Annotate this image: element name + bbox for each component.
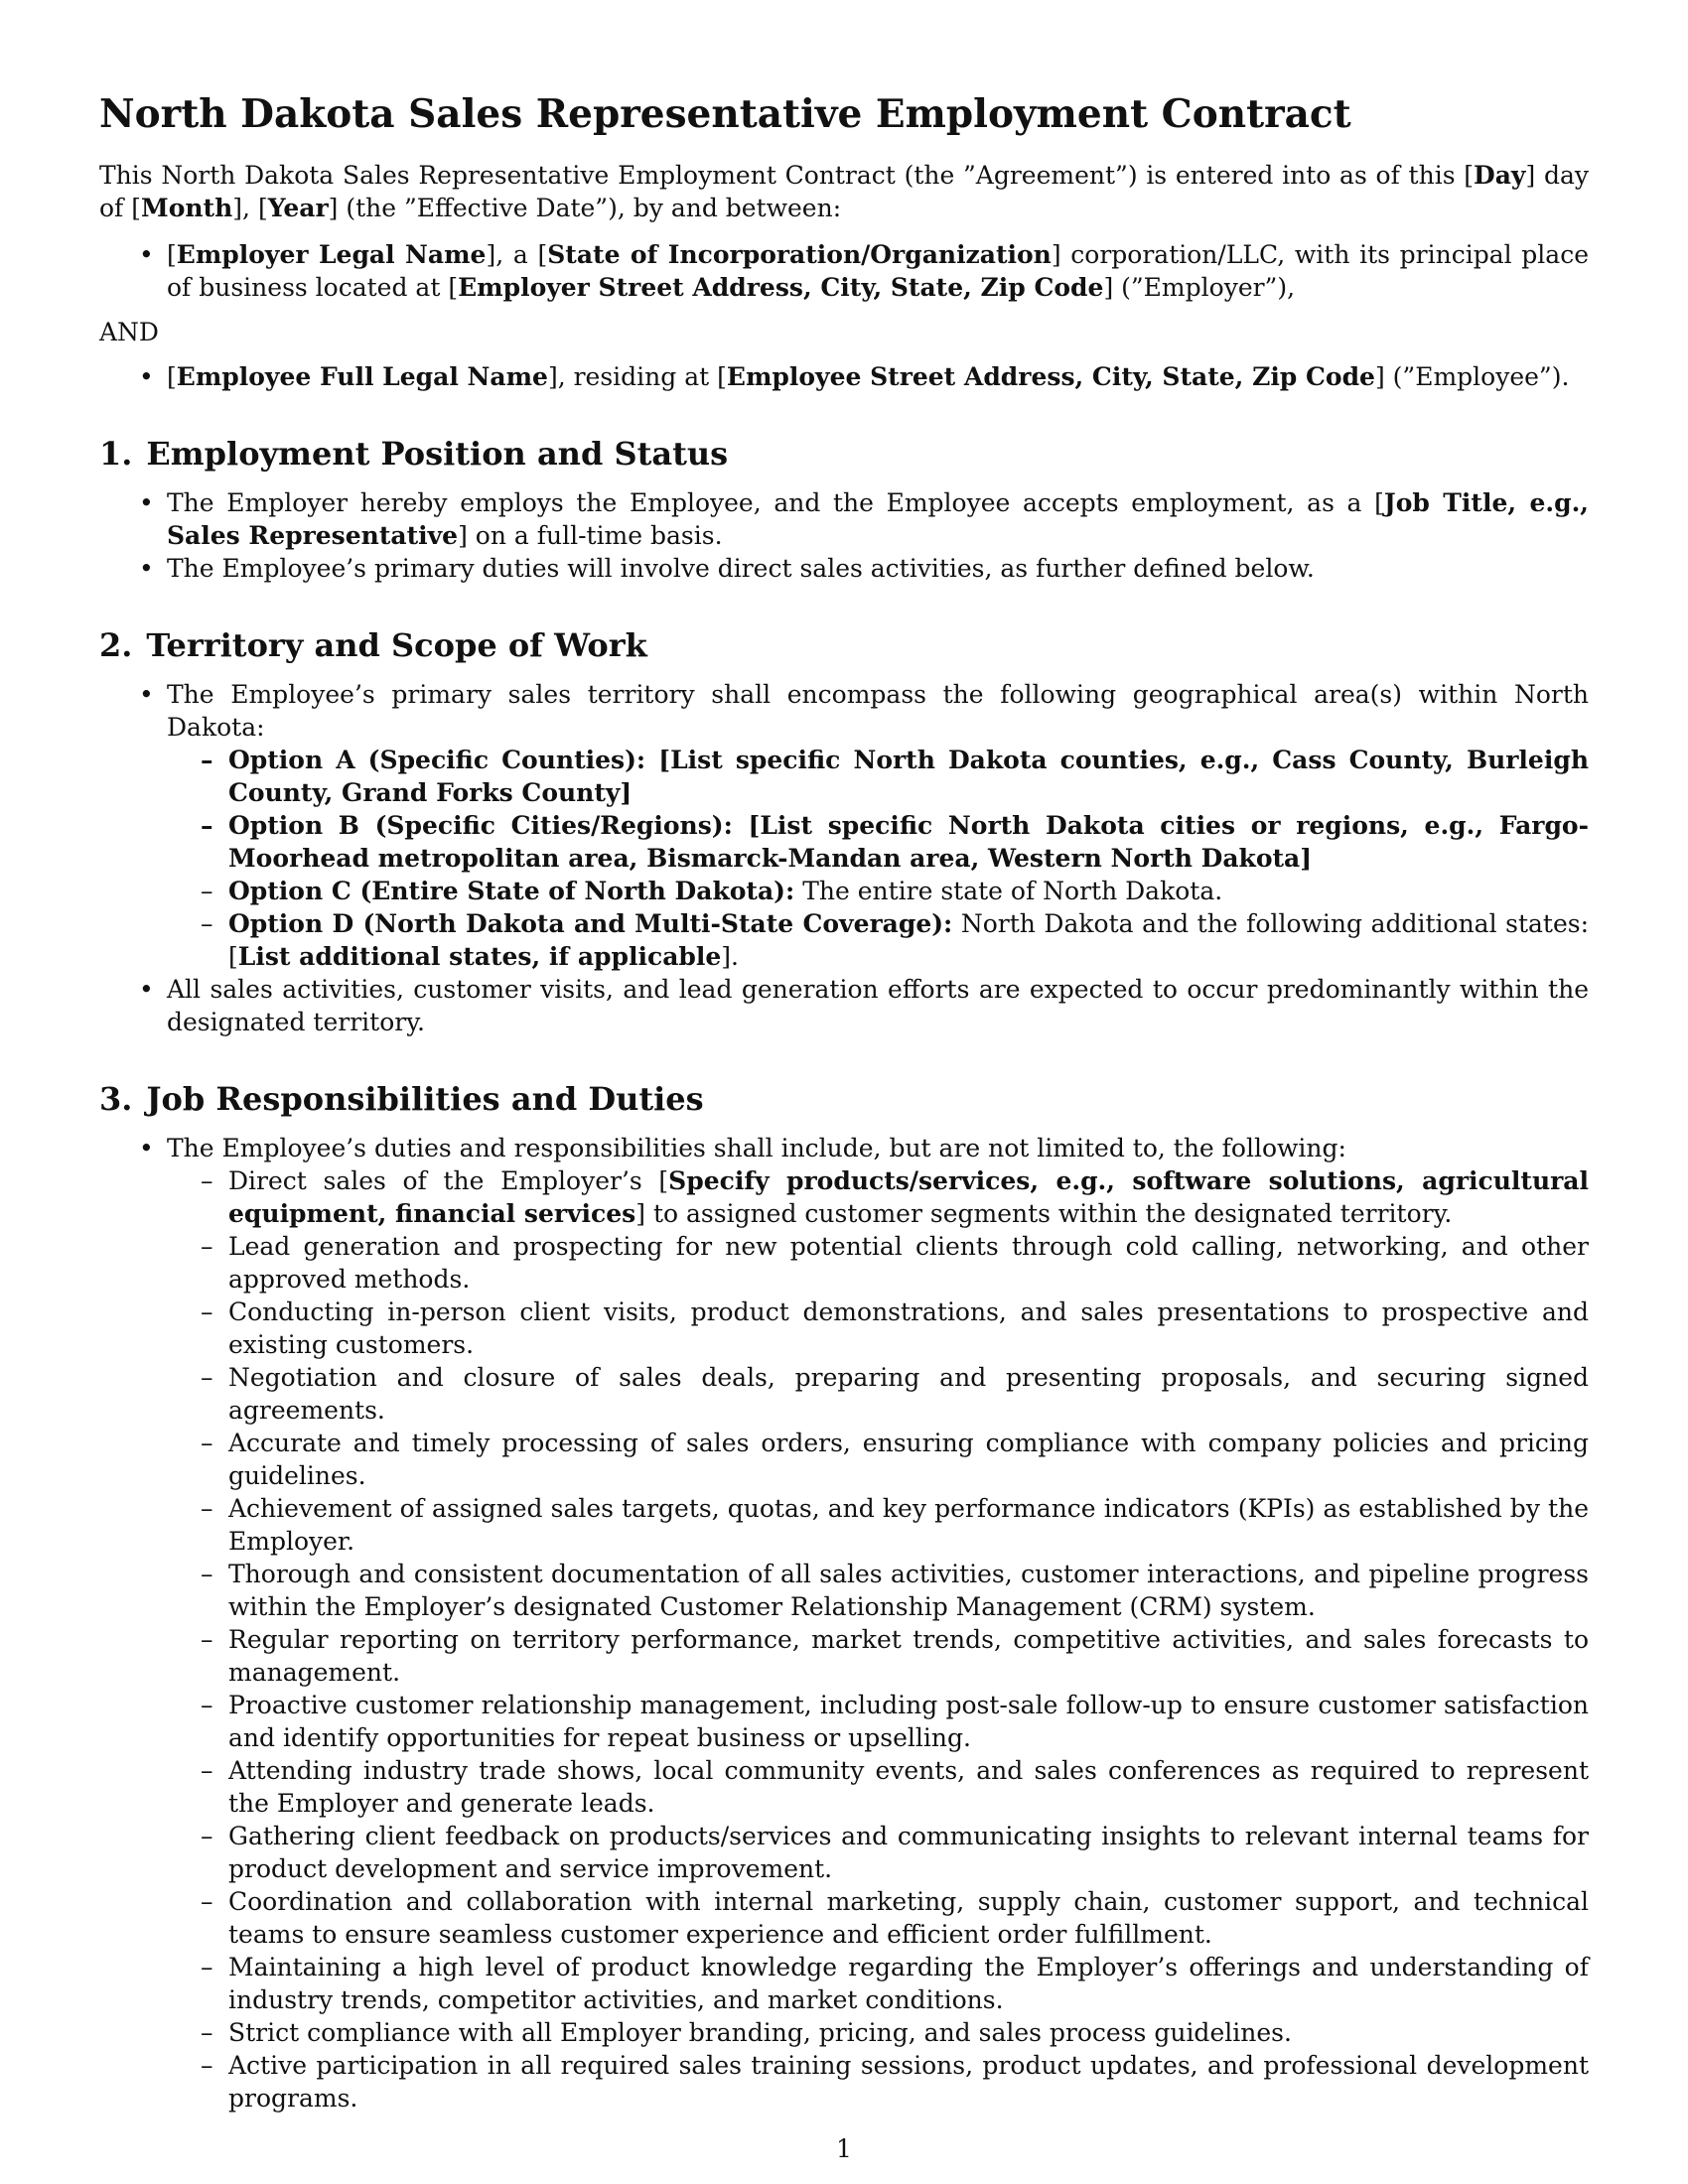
and-separator: AND <box>99 318 159 346</box>
duty-item: – Negotiation and closure of sales deals, preparing and presenting proposals, and securing signed agreements. <box>167 1361 1589 1427</box>
section-number: 1. <box>99 435 133 473</box>
option-text: North Dakota and the following additional states: <box>952 909 1589 938</box>
section-title: Employment Position and Status <box>146 435 729 473</box>
duty-item: – Thorough and consistent documentation of all sales activities, customer interactions, and pipeline progress within the Employer’s designated Customer Relationship Management (CRM) system. <box>167 1558 1589 1623</box>
page-number: 1 <box>836 2134 852 2163</box>
employer-text: corporation/LLC, with its principal place of business located at <box>167 240 1589 302</box>
option-label: Option A (Specific Counties): <box>228 746 646 774</box>
intro-text: , <box>242 194 258 222</box>
option-placeholder: List specific North Dakota counties, e.g., Cass County, Burleigh County, Grand Forks County <box>228 746 1589 807</box>
territory-option-c <box>167 875 1589 907</box>
section-1-item: • The Employer hereby employs the Employee, and the Employee accepts employment, as a [Job Title, e.g., Sales Representative] on a full-time basis. <box>99 486 1589 552</box>
employer-state-placeholder: State of Incorporation/Organization <box>547 240 1052 269</box>
option-text: The entire state of North Dakota. <box>794 877 1223 905</box>
employee-party-item: • [Employee Full Legal Name], residing at [Employee Street Address, City, State, Zip Code] (”Employee”). <box>99 360 1589 393</box>
duty-item: – Gathering client feedback on products/services and communicating insights to relevant internal teams for product development and service improvement. <box>167 1820 1589 1885</box>
employer-name-placeholder: Employer Legal Name <box>176 240 487 269</box>
item-text: The Employee’s duties and responsibilities shall include, but are not limited to, the following: <box>167 1134 1346 1162</box>
option-placeholder: List specific North Dakota cities or regions, e.g., Fargo-Moorhead metropolitan area, Bismarck-Mandan area, Western North Dakota <box>228 811 1589 873</box>
item-text: The Employer hereby employs the Employee, and the Employee accepts employment, as a <box>167 488 1375 517</box>
section-number: 3. <box>99 1080 133 1118</box>
section-3-heading <box>99 1078 1589 1120</box>
duty-item: – Coordination and collaboration with internal marketing, supply chain, customer support, and technical teams to ensure seamless customer experience and efficient order fulfillment. <box>167 1885 1589 1951</box>
option-label: Option B (Specific Cities/Regions): <box>228 811 733 840</box>
employer-party-list <box>99 238 1589 304</box>
section-title: Job Responsibilities and Duties <box>146 1080 704 1118</box>
employee-text: , residing at <box>557 362 718 391</box>
section-2-item <box>99 678 1589 973</box>
territory-option-a: – Option A (Specific Counties): [List specific North Dakota counties, e.g., Cass County, Burleigh County, Grand Forks County] <box>167 744 1589 809</box>
section-2-item: • All sales activities, customer visits, and lead generation efforts are expected to occur predominantly within the designated territory. <box>99 973 1589 1038</box>
employee-name-placeholder: Employee Full Legal Name <box>176 362 548 391</box>
intro-text: This North Dakota Sales Representative Employment Contract (the ”Agreement”) is entered into as of this <box>99 161 1465 190</box>
products-placeholder: Specify products/services, e.g., software solutions, agricultural equipment, financial services <box>228 1166 1589 1228</box>
option-label: Option C (Entire State of North Dakota): <box>228 877 795 905</box>
duty-item: – Lead generation and prospecting for new potential clients through cold calling, networking, and other approved methods. <box>167 1230 1589 1296</box>
section-2-list <box>99 678 1589 1038</box>
intro-text: (the ”Effective Date”), by and between: <box>338 194 842 222</box>
employer-text: (”Employer”), <box>1113 273 1296 302</box>
duty-text: Direct sales of the Employer’s <box>228 1166 659 1195</box>
section-1-heading <box>99 433 1589 475</box>
section-3-item <box>99 1132 1589 2115</box>
duty-item: – Direct sales of the Employer’s [Specify products/services, e.g., software solutions, agricultural equipment, financial services] to assigned customer segments within the designated territory. <box>167 1164 1589 1230</box>
option-placeholder: List additional states, if applicable <box>237 942 722 971</box>
day-placeholder: Day <box>1474 161 1526 190</box>
section-1-item: • The Employee’s primary duties will involve direct sales activities, as further defined below. <box>99 552 1589 585</box>
item-text: on a full-time basis. <box>467 521 723 550</box>
duty-item: – Regular reporting on territory performance, market trends, competitive activities, and sales forecasts to management. <box>167 1623 1589 1689</box>
duty-item: – Achievement of assigned sales targets, quotas, and key performance indicators (KPIs) as established by the Employer. <box>167 1492 1589 1558</box>
territory-option-b: – Option B (Specific Cities/Regions): [List specific North Dakota cities or regions, e.g., Fargo-Moorhead metropolitan area, Bismarck-Mandan area, Western North Dakota] <box>167 809 1589 875</box>
employer-party-item: • [Employer Legal Name], a [State of Incorporation/Organization] corporation/LLC, with its principal place of business located at [Employer Street Address, City, State, Zip Code] (”Employer”), <box>99 238 1589 304</box>
option-label: Option D (North Dakota and Multi-State Coverage): <box>228 909 953 938</box>
employee-text: (”Employee”). <box>1384 362 1570 391</box>
intro-text: day of <box>99 161 1589 222</box>
section-2-heading <box>99 624 1589 666</box>
employee-party-list <box>99 360 1589 393</box>
month-placeholder: Month <box>141 194 233 222</box>
employee-address-placeholder: Employee Street Address, City, State, Zip Code <box>726 362 1375 391</box>
section-number: 2. <box>99 626 133 664</box>
duty-text: to assigned customer segments within the designated territory. <box>645 1199 1453 1228</box>
employer-text: , a <box>495 240 538 269</box>
item-text: The Employee’s primary sales territory shall encompass the following geographical area(s) within North Dakota: <box>167 680 1589 742</box>
duty-item: – Strict compliance with all Employer branding, pricing, and sales process guidelines. <box>167 2016 1589 2049</box>
duty-item: – Accurate and timely processing of sales orders, ensuring compliance with company policies and pricing guidelines. <box>167 1427 1589 1492</box>
job-title-placeholder: Job Title, e.g., Sales Representative <box>167 488 1589 550</box>
duty-item: – Active participation in all required sales training sessions, product updates, and professional development programs. <box>167 2049 1589 2115</box>
intro-paragraph: This North Dakota Sales Representative Employment Contract (the ”Agreement”) is entered into as of this [Day] day of [Month], [Year] (the ”Effective Date”), by and between: <box>99 161 1589 222</box>
year-placeholder: Year <box>267 194 329 222</box>
section-title: Territory and Scope of Work <box>146 626 647 664</box>
employer-address-placeholder: Employer Street Address, City, State, Zip Code <box>458 273 1104 302</box>
duty-item: – Conducting in-person client visits, product demonstrations, and sales presentations to prospective and existing customers. <box>167 1296 1589 1361</box>
section-1-list <box>99 486 1589 585</box>
duties-list <box>167 1164 1589 2115</box>
document-title: North Dakota Sales Representative Employment Contract <box>99 91 1351 137</box>
duty-item: – Proactive customer relationship management, including post-sale follow-up to ensure customer satisfaction and identify opportunities for repeat business or upselling. <box>167 1689 1589 1754</box>
section-3-list <box>99 1132 1589 2115</box>
document-page <box>99 79 1589 2115</box>
duty-item: – Maintaining a high level of product knowledge regarding the Employer’s offerings and understanding of industry trends, competitor activities, and market conditions. <box>167 1951 1589 2016</box>
territory-options-list <box>167 744 1589 973</box>
territory-option-d: – Option D (North Dakota and Multi-State Coverage): North Dakota and the following additional states: [List additional states, if applicable]. <box>167 907 1589 973</box>
duty-item: – Attending industry trade shows, local community events, and sales conferences as required to represent the Employer and generate leads. <box>167 1754 1589 1820</box>
